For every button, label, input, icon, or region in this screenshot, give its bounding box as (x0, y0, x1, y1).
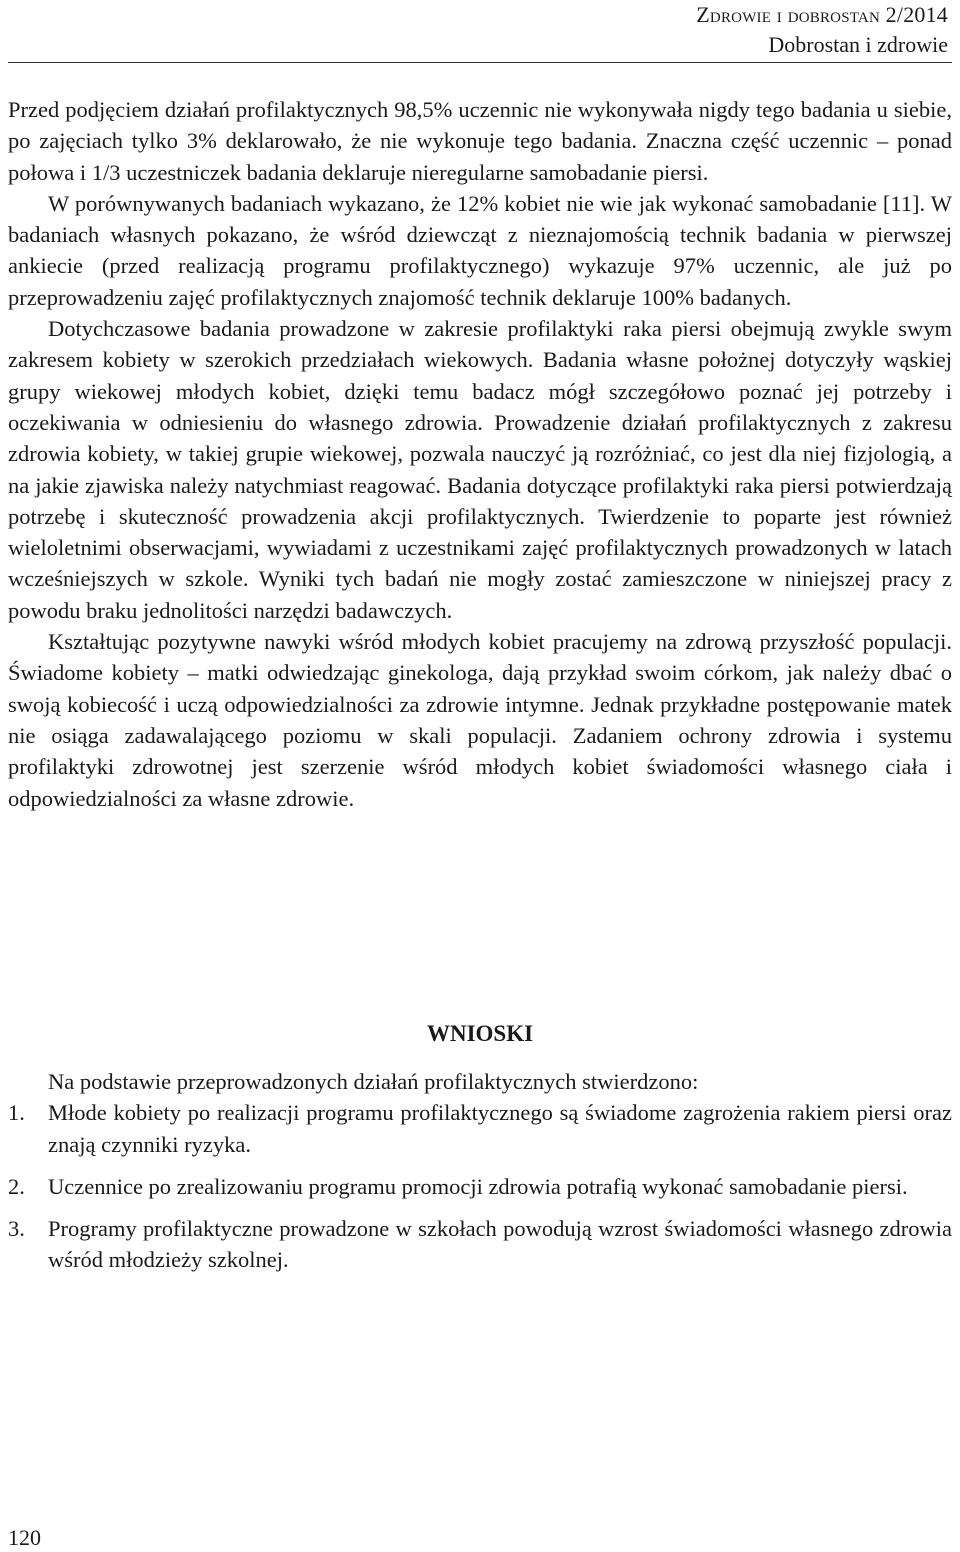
section-title: Dobrostan i zdrowie (768, 32, 948, 57)
paragraph-3: Dotychczasowe badania prowadzone w zakresie profilaktyki raka piersi obejmują zwykle swym zakresem kobiety w szerokich przedziałach wiekowych. Badania własne położnej dotyczyły wąskiej grupy wiekowej młodych kobiet, dzięki temu badacz mógł szczegółowo poznać jej potrzeby i oczekiwania w odniesieniu do własnego zdrowia. Prowadzenie działań profilaktycznych z zakresu zdrowia kobiety, w takiej grupie wiekowej, pozwala nauczyć ją rozróżniać, co jest dla niej fizjologią, a na jakie zjawiska należy natychmiast reagować. Badania dotyczące profilaktyki raka piersi potwierdzają potrzebę i skuteczność prowadzenia akcji profilaktycznych. Twierdzenie to poparte jest również wieloletnimi obserwacjami, wywiadami z uczestnikami zajęć profilaktycznych prowadzonych w latach wcześniejszych w szkole. Wyniki tych badań nie mogły zostać zamieszczone w niniejszej pracy z powodu braku jednolitości narzędzi badawczych. (8, 316, 952, 623)
page-number: 120 (8, 1525, 41, 1550)
conclusions-section (8, 1066, 952, 1287)
conclusion-number: 2. (8, 1173, 25, 1199)
conclusions-heading: WNIOSKI (426, 1021, 534, 1046)
conclusions-intro: Na podstawie przeprowadzonych działań profilaktycznych stwierdzono: (48, 1069, 699, 1094)
journal-title: Zdrowie i dobrostan 2/2014 (696, 2, 948, 27)
article-body (8, 94, 952, 814)
conclusion-text: Młode kobiety po realizacji programu profilaktycznego są świadome zagrożenia rakiem piersi oraz znają czynniki ryzyka. (48, 1100, 952, 1157)
conclusion-item (8, 1171, 952, 1202)
paragraph-1: Przed podjęciem działań profilaktycznych 98,5% uczennic nie wykonywała nigdy tego badania u siebie, po zajęciach tylko 3% deklarowało, że nie wykonuje tego badania. Znaczna część uczennic – ponad połowa i 1/3 uczestniczek badania deklaruje nieregularne samobadanie piersi. (8, 97, 952, 185)
conclusion-text: Programy profilaktyczne prowadzone w szkołach powodują wzrost świadomości własnego zdrowia wśród młodzieży szkolnej. (48, 1216, 952, 1273)
paragraph-2: W porównywanych badaniach wykazano, że 12% kobiet nie wie jak wykonać samobadanie [11]. W badaniach własnych pokazano, że wśród dziewcząt z nieznajomością technik badania w pierwszej ankiecie (przed realizacją programu profilaktycznego) wykazuje 97% uczennic, ale już po przeprowadzeniu zajęć profilaktycznych znajomość technik deklaruje 100% badanych. (8, 190, 952, 310)
conclusion-text: Uczennice po zrealizowaniu programu promocji zdrowia potrafią wykonać samobadanie piersi. (48, 1173, 908, 1199)
paragraph-4: Kształtując pozytywne nawyki wśród młodych kobiet pracujemy na zdrową przyszłość populacji. Świadome kobiety – matki odwiedzając ginekologa, dają przykład swoim córkom, jak należy dbać o swoją kobiecość i uczą odpowiedzialności za zdrowie intymne. Jednak przykładne postępowanie matek nie osiąga zadawalającego poziomu w skali populacji. Zadaniem ochrony zdrowia i systemu profilaktyki zdrowotnej jest szerzenie wśród młodych kobiet świadomości własnego ciała i odpowiedzialności za własne zdrowie. (8, 629, 952, 811)
conclusion-item (8, 1097, 952, 1160)
conclusions-list (8, 1097, 952, 1275)
conclusion-number: 3. (8, 1216, 25, 1242)
header-divider (8, 62, 952, 63)
conclusion-item (8, 1213, 952, 1276)
conclusion-number: 1. (8, 1100, 25, 1126)
